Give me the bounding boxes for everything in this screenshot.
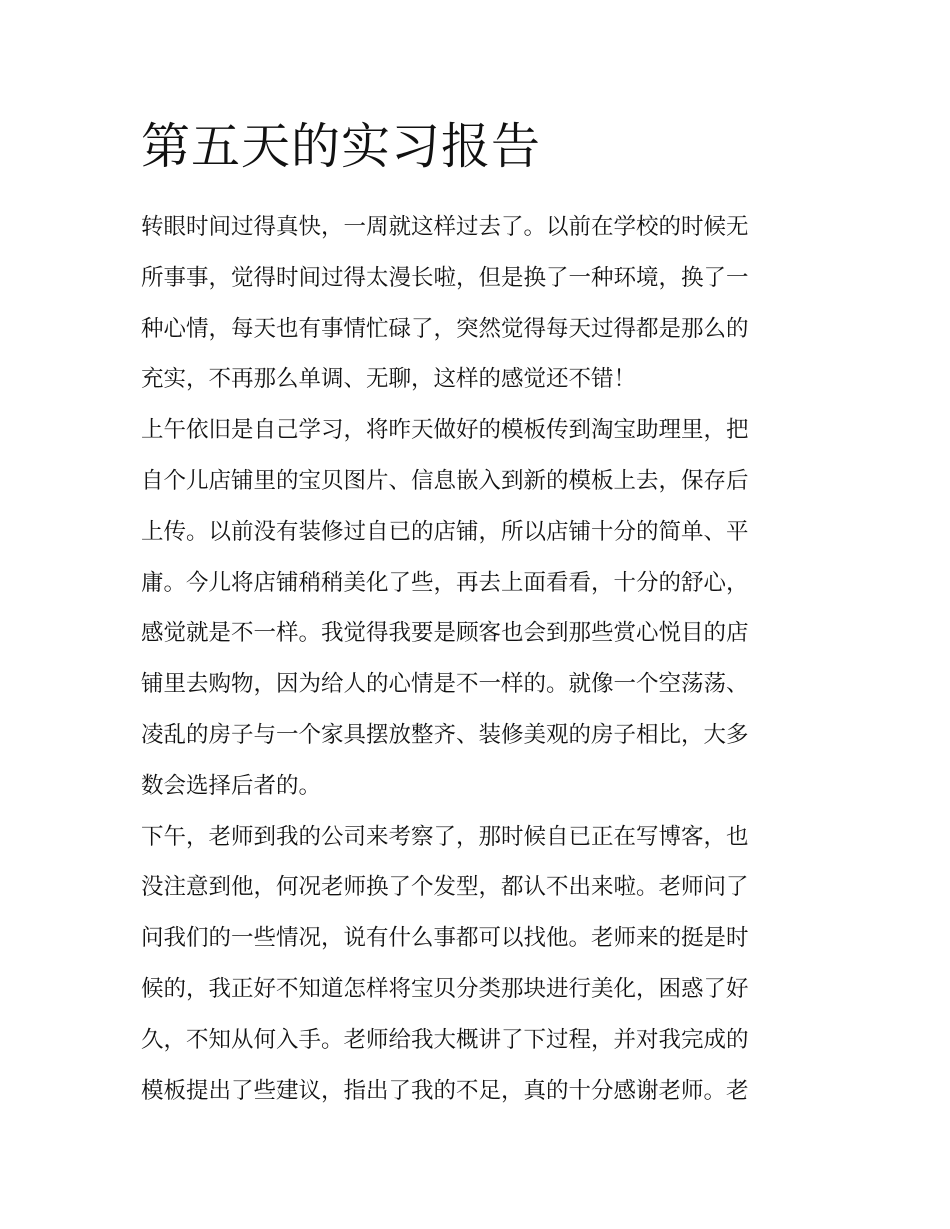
text-line: 候的，我正好不知道怎样将宝贝分类那块进行美化，困惑了好 [141,975,749,1002]
text-line: 自个儿店铺里的宝贝图片、信息嵌入到新的模板上去，保存后 [141,467,749,494]
text-line: 下午，老师到我的公司来考察了，那时候自已正在写博客，也 [141,823,749,850]
text-line: 问我们的一些情况，说有什么事都可以找他。老师来的挺是时 [141,925,749,952]
text-line: 充实，不再那么单调、无聊，这样的感觉还不错！ [141,366,637,393]
text-line: 铺里去购物，因为给人的心情是不一样的。就像一个空荡荡、 [141,671,749,698]
text-line: 所事事，觉得时间过得太漫长啦，但是换了一种环境，换了一 [141,264,749,291]
document-body [141,202,811,1116]
text-line: 转眼时间过得真快，一周就这样过去了。以前在学校的时候无 [141,214,749,240]
document-content [141,112,811,1116]
document-title: 第五天的实习报告 [141,118,542,175]
text-line: 庸。今儿将店铺稍稍美化了些，再去上面看看，十分的舒心， [141,569,749,596]
text-line: 凌乱的房子与一个家具摆放整齐、装修美观的房子相比，大多 [141,721,749,748]
text-line: 模板提出了些建议，指出了我的不足，真的十分感谢老师。老 [141,1077,749,1104]
text-line: 久，不知从何入手。老师给我大概讲了下过程，并对我完成的 [141,1026,749,1053]
text-line: 数会选择后者的。 [141,772,322,799]
text-line: 上午依旧是自己学习，将昨天做好的模板传到淘宝助理里，把 [141,417,749,444]
text-line: 感觉就是不一样。我觉得我要是顾客也会到那些赏心悦目的店 [141,620,749,647]
text-line: 种心情，每天也有事情忙碌了，突然觉得每天过得都是那么的 [141,315,749,342]
text-line: 没注意到他，何况老师换了个发型，都认不出来啦。老师问了 [141,874,749,901]
text-line: 上传。以前没有装修过自已的店铺，所以店铺十分的简单、平 [141,518,749,545]
